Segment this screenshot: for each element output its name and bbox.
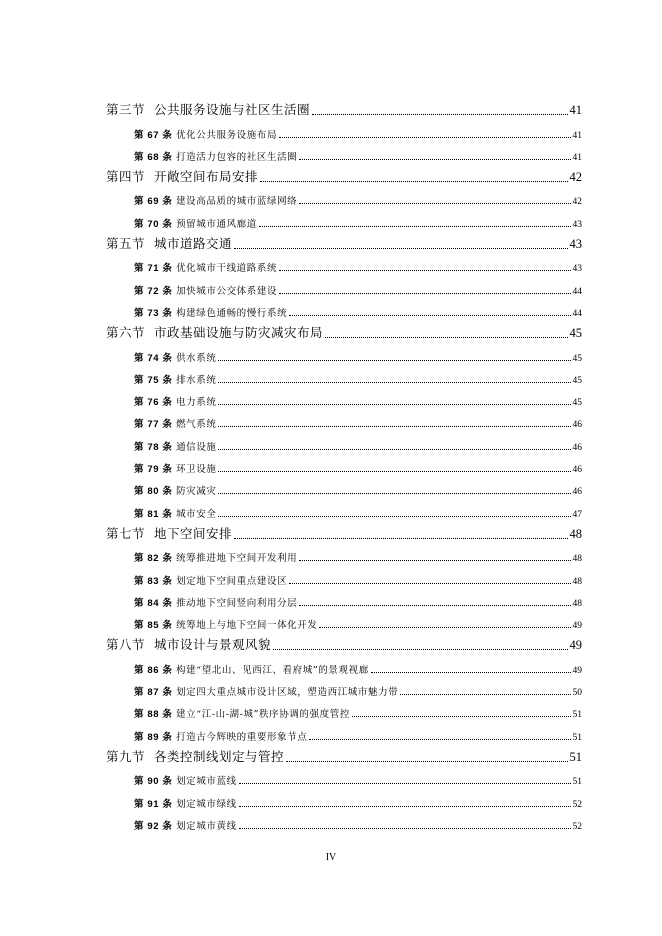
toc-entry-page: 45 [572, 398, 582, 409]
toc-entry-page: 45 [569, 326, 582, 341]
dot-leader [239, 806, 571, 807]
toc-entry-title: 打造活力包容的社区生活圈 [176, 151, 298, 163]
toc-entry-title: 划定地下空间重点建设区 [176, 575, 288, 587]
toc-entry-label [106, 524, 232, 542]
toc-entry-number: 第 78 条 [134, 441, 173, 453]
toc-entry-page: 43 [572, 219, 582, 230]
dot-leader [286, 761, 568, 762]
toc-entry-page: 48 [572, 576, 582, 587]
dot-leader [234, 248, 568, 249]
toc-entry-page: 49 [572, 621, 582, 632]
toc-article-entry[interactable] [106, 297, 582, 319]
dot-leader [279, 270, 570, 271]
toc-section-entry[interactable] [106, 319, 582, 341]
dot-leader [218, 404, 570, 405]
toc-entry-label [134, 283, 277, 297]
toc-entry-number: 第 68 条 [134, 151, 173, 163]
toc-entry-page: 47 [572, 509, 582, 520]
toc-article-entry[interactable] [106, 542, 582, 564]
toc-entry-label [134, 260, 277, 274]
toc-entry-title: 地下空间安排 [153, 525, 232, 541]
dot-leader [234, 538, 568, 539]
toc-article-entry[interactable] [106, 698, 582, 720]
toc-entry-label [134, 684, 398, 698]
toc-entry-title: 开敞空间布局安排 [153, 169, 258, 185]
toc-entry-page: 43 [572, 264, 582, 275]
dot-leader [352, 716, 571, 717]
toc-entry-label [134, 305, 287, 319]
toc-entry-label [134, 149, 297, 163]
dot-leader [218, 382, 570, 383]
toc-entry-page: 46 [572, 420, 582, 431]
toc-article-entry[interactable] [106, 207, 582, 229]
dot-leader [218, 471, 570, 472]
toc-entry-page: 42 [569, 170, 582, 185]
toc-entry-label [134, 796, 237, 810]
toc-entry-title: 划定四大重点城市设计区域，塑造西江城市魅力带 [176, 687, 399, 699]
toc-entry-title: 推动地下空间竖向利用分层 [176, 597, 298, 609]
toc-entry-title: 建立“江-山-湖-城”秩序协调的强度管控 [176, 709, 350, 721]
toc-section-entry[interactable] [106, 163, 582, 185]
dot-leader [325, 337, 568, 338]
toc-entry-label [134, 372, 216, 386]
toc-entry-page: 42 [572, 197, 582, 208]
toc-entry-page: 51 [569, 749, 582, 764]
toc-entry-title: 划定城市绿线 [176, 798, 237, 810]
toc-entry-number: 第五节 [106, 236, 146, 252]
toc-section-entry[interactable] [106, 520, 582, 542]
toc-entry-number: 第 80 条 [134, 486, 173, 498]
toc-entry-number: 第 70 条 [134, 218, 173, 230]
toc-article-entry[interactable] [106, 408, 582, 430]
toc-article-entry[interactable] [106, 475, 582, 497]
page-number: IV [325, 852, 337, 863]
toc-entry-title: 划定城市蓝线 [176, 776, 237, 788]
toc-entry-number: 第 81 条 [134, 508, 173, 520]
toc-entry-label [134, 729, 307, 743]
toc-entry-label [106, 635, 271, 653]
toc-entry-title: 优化公共服务设施布局 [176, 129, 278, 141]
toc-entry-label [134, 550, 297, 564]
toc-article-entry[interactable] [106, 810, 582, 832]
toc-entry-page: 48 [572, 598, 582, 609]
toc-entry-label [134, 506, 216, 520]
toc-article-entry[interactable] [106, 185, 582, 207]
dot-leader [218, 426, 570, 427]
toc-entry-number: 第 72 条 [134, 285, 173, 297]
toc-article-entry[interactable] [106, 386, 582, 408]
toc-article-entry[interactable] [106, 364, 582, 386]
toc-entry-title: 市政基础设施与防灾减灾布局 [153, 325, 323, 341]
table-of-contents [106, 96, 582, 832]
toc-entry-page: 48 [572, 554, 582, 565]
dot-leader [218, 360, 570, 361]
toc-entry-title: 城市安全 [176, 508, 217, 520]
dot-leader [289, 583, 570, 584]
toc-article-entry[interactable] [106, 341, 582, 363]
toc-entry-number: 第九节 [106, 748, 146, 764]
toc-article-entry[interactable] [106, 141, 582, 163]
toc-entry-number: 第 73 条 [134, 307, 173, 319]
dot-leader [299, 203, 570, 204]
toc-article-entry[interactable] [106, 564, 582, 586]
toc-entry-title: 建设高品质的城市蓝绿网络 [176, 196, 298, 208]
toc-entry-page: 46 [572, 442, 582, 453]
toc-entry-page: 46 [572, 465, 582, 476]
toc-entry-number: 第 89 条 [134, 731, 173, 743]
dot-leader [299, 560, 570, 561]
toc-entry-label [134, 595, 297, 609]
toc-entry-label [134, 350, 216, 364]
dot-leader [309, 739, 570, 740]
toc-entry-label [134, 216, 257, 230]
toc-entry-number: 第 67 条 [134, 129, 173, 141]
toc-entry-label [134, 706, 350, 720]
toc-entry-number: 第八节 [106, 637, 146, 653]
toc-entry-label [134, 662, 369, 676]
toc-entry-page: 41 [569, 103, 582, 118]
toc-entry-title: 城市道路交通 [153, 236, 232, 252]
dot-leader [289, 315, 570, 316]
dot-leader [371, 672, 571, 673]
toc-article-entry[interactable] [106, 787, 582, 809]
toc-entry-number: 第 87 条 [134, 687, 173, 699]
toc-article-entry[interactable] [106, 118, 582, 140]
toc-entry-page: 51 [572, 732, 582, 743]
toc-entry-page: 46 [572, 487, 582, 498]
toc-article-entry[interactable] [106, 676, 582, 698]
toc-article-entry[interactable] [106, 653, 582, 675]
toc-section-entry[interactable] [106, 743, 582, 765]
toc-entry-label [106, 323, 323, 341]
toc-article-entry[interactable] [106, 765, 582, 787]
toc-article-entry[interactable] [106, 430, 582, 452]
toc-entry-number: 第 79 条 [134, 464, 173, 476]
toc-entry-page: 41 [572, 152, 582, 163]
toc-article-entry[interactable] [106, 497, 582, 519]
toc-entry-number: 第 88 条 [134, 709, 173, 721]
toc-entry-label [134, 461, 216, 475]
toc-article-entry[interactable] [106, 587, 582, 609]
toc-entry-number: 第 82 条 [134, 553, 173, 565]
toc-entry-number: 第 83 条 [134, 575, 173, 587]
toc-entry-title: 预留城市通风廊道 [176, 218, 257, 230]
toc-entry-title: 构建绿色通畅的慢行系统 [176, 307, 288, 319]
toc-entry-number: 第六节 [106, 325, 146, 341]
toc-article-entry[interactable] [106, 453, 582, 475]
toc-section-entry[interactable] [106, 230, 582, 252]
toc-entry-number: 第 76 条 [134, 397, 173, 409]
toc-section-entry[interactable] [106, 96, 582, 118]
toc-entry-title: 打造古今辉映的重要形象节点 [176, 731, 308, 743]
toc-entry-number: 第三节 [106, 102, 146, 118]
toc-entry-number: 第四节 [106, 169, 146, 185]
toc-entry-label [134, 127, 277, 141]
toc-entry-page: 51 [572, 710, 582, 721]
dot-leader [218, 493, 570, 494]
toc-entry-label [106, 100, 310, 118]
toc-entry-title: 防灾减灾 [176, 486, 217, 498]
toc-entry-title: 城市设计与景观风貌 [153, 637, 271, 653]
dot-leader [312, 114, 568, 115]
toc-entry-title: 加快城市公交体系建设 [176, 285, 278, 297]
dot-leader [239, 828, 571, 829]
toc-section-entry[interactable] [106, 631, 582, 653]
toc-entry-label [106, 234, 232, 252]
dot-leader [259, 226, 571, 227]
toc-entry-page: 49 [572, 665, 582, 676]
toc-entry-title: 通信设施 [176, 441, 217, 453]
toc-entry-page: 48 [569, 526, 582, 541]
toc-entry-page: 45 [572, 375, 582, 386]
toc-entry-label [134, 394, 216, 408]
toc-entry-title: 统筹地上与地下空间一体化开发 [176, 620, 318, 632]
dot-leader [218, 516, 570, 517]
toc-entry-title: 燃气系统 [176, 419, 217, 431]
toc-entry-page: 43 [569, 237, 582, 252]
dot-leader [260, 181, 568, 182]
toc-entry-page: 41 [572, 130, 582, 141]
toc-entry-page: 49 [569, 638, 582, 653]
toc-entry-label [134, 773, 237, 787]
toc-entry-title: 各类控制线划定与管控 [153, 748, 284, 764]
toc-entry-title: 构建“望北山、见西江、看府城”的景观视廊 [176, 664, 369, 676]
toc-entry-page: 51 [572, 777, 582, 788]
toc-article-entry[interactable] [106, 609, 582, 631]
toc-entry-number: 第 84 条 [134, 597, 173, 609]
toc-entry-page: 44 [572, 308, 582, 319]
toc-entry-label [134, 439, 216, 453]
toc-entry-number: 第 71 条 [134, 263, 173, 275]
toc-entry-page: 45 [572, 353, 582, 364]
toc-article-entry[interactable] [106, 252, 582, 274]
toc-entry-number: 第 86 条 [134, 664, 173, 676]
dot-leader [400, 694, 570, 695]
toc-entry-label [134, 193, 297, 207]
toc-entry-title: 供水系统 [176, 352, 217, 364]
toc-entry-label [134, 617, 317, 631]
toc-entry-label [134, 483, 216, 497]
toc-entry-label [106, 167, 258, 185]
toc-entry-title: 环卫设施 [176, 464, 217, 476]
dot-leader [279, 137, 570, 138]
toc-entry-label [134, 416, 216, 430]
toc-entry-title: 公共服务设施与社区生活圈 [153, 102, 310, 118]
toc-entry-label [134, 573, 287, 587]
toc-entry-number: 第 75 条 [134, 374, 173, 386]
toc-entry-page: 52 [572, 799, 582, 810]
toc-entry-title: 统筹推进地下空间开发利用 [176, 553, 298, 565]
toc-entry-title: 优化城市干线道路系统 [176, 263, 278, 275]
toc-entry-number: 第七节 [106, 525, 146, 541]
toc-entry-number: 第 92 条 [134, 820, 173, 832]
toc-entry-page: 52 [572, 821, 582, 832]
dot-leader [279, 293, 570, 294]
dot-leader [299, 159, 570, 160]
toc-entry-number: 第 77 条 [134, 419, 173, 431]
dot-leader [299, 605, 570, 606]
toc-entry-page: 50 [572, 688, 582, 699]
toc-entry-number: 第 90 条 [134, 776, 173, 788]
toc-entry-number: 第 69 条 [134, 196, 173, 208]
toc-entry-title: 电力系统 [176, 397, 217, 409]
dot-leader [319, 627, 570, 628]
dot-leader [218, 449, 570, 450]
dot-leader [273, 649, 568, 650]
toc-entry-label [134, 818, 237, 832]
toc-entry-title: 排水系统 [176, 374, 217, 386]
toc-entry-number: 第 85 条 [134, 620, 173, 632]
toc-entry-title: 划定城市黄线 [176, 820, 237, 832]
toc-entry-label [106, 747, 284, 765]
toc-entry-number: 第 74 条 [134, 352, 173, 364]
toc-entry-number: 第 91 条 [134, 798, 173, 810]
dot-leader [239, 783, 571, 784]
toc-entry-page: 44 [572, 286, 582, 297]
toc-article-entry[interactable] [106, 274, 582, 296]
toc-article-entry[interactable] [106, 720, 582, 742]
